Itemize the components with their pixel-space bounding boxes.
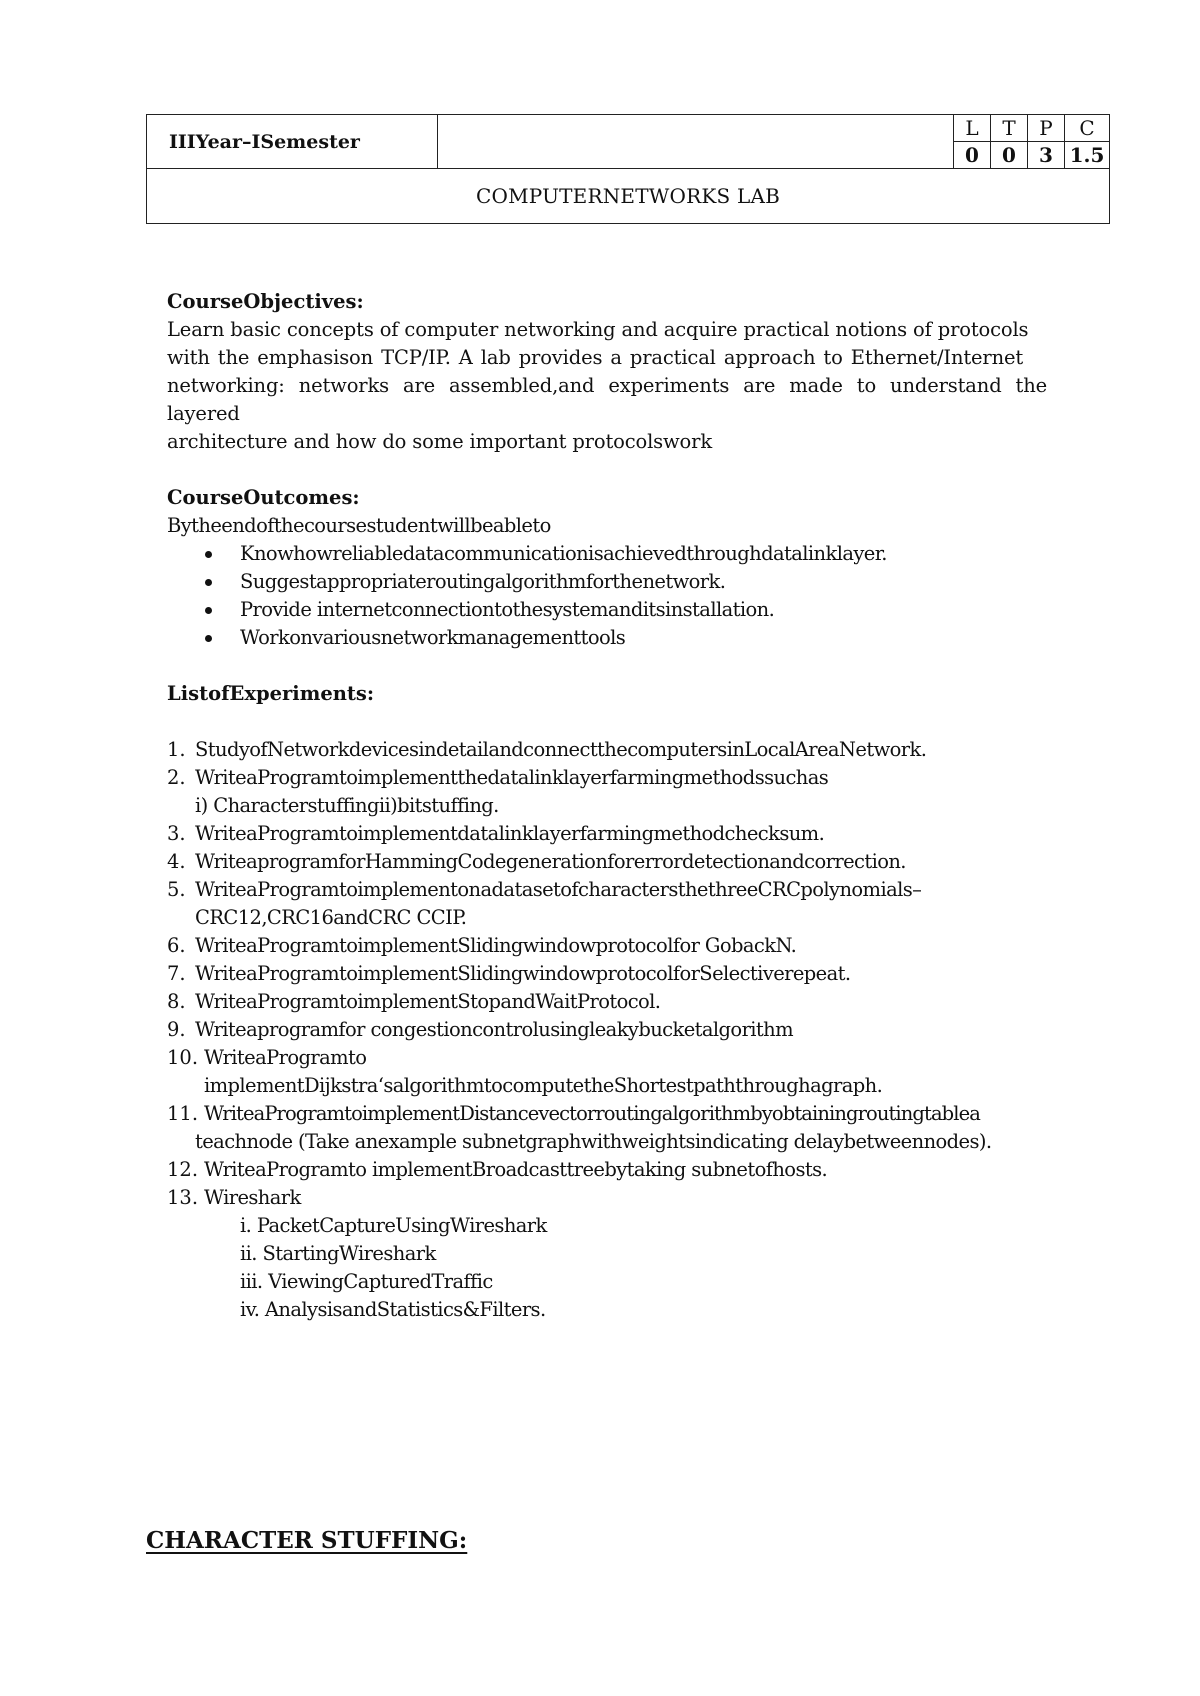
bullet-icon	[205, 579, 212, 586]
objectives-line: architecture and how do some important protocolswork	[167, 430, 712, 453]
bullet-icon	[205, 607, 212, 614]
list-item: 8. WriteaProgramtoimplementStopandWaitProtocol.	[167, 990, 661, 1013]
wireshark-subitem: iii. ViewingCapturedTraffic	[240, 1270, 493, 1293]
objectives-line: with the emphasison TCP/IP. A lab provides a practical approach to Ethernet/Internet	[167, 346, 1024, 369]
list-item: 9. Writeaprogramfor congestioncontrolusingleakybucketalgorithm	[167, 1018, 794, 1041]
bullet-icon	[205, 551, 212, 558]
list-item: 7. WriteaProgramtoimplementSlidingwindowprotocolforSelectiverepeat.	[167, 962, 851, 985]
ltpc-label-c: C	[1065, 115, 1110, 142]
list-item: 12. WriteaProgramto implementBroadcasttreebytaking subnetofhosts.	[167, 1158, 828, 1181]
list-item: 13. Wireshark	[167, 1186, 301, 1209]
experiments-list	[167, 736, 1047, 1212]
list-item: Suggestappropriateroutingalgorithmforthenetwork.	[167, 568, 1047, 596]
objectives-heading: CourseObjectives:	[167, 290, 364, 313]
header-blank-cell	[438, 115, 954, 169]
list-item: 4. WriteaprogramforHammingCodegenerationforerrordetectionandcorrection.	[167, 850, 906, 873]
list-item: 6. WriteaProgramtoimplementSlidingwindowprotocolfor GobackN.	[167, 934, 797, 957]
list-item: 2. WriteaProgramtoimplementthedatalinklayerfarmingmethodssuchas i) Characterstuffingii)bitstuffing.	[167, 766, 829, 817]
list-item: 5. WriteaProgramtoimplementonadatasetofcharactersthethreeCRCpolynomials– CRC12,CRC16andCRC CCIP.	[167, 878, 922, 929]
year-semester: IIIYear–ISemester	[147, 115, 438, 169]
course-title: COMPUTERNETWORKS LAB	[147, 169, 1110, 224]
course-header-table	[146, 114, 1110, 224]
wireshark-subitem: iv. AnalysisandStatistics&Filters.	[240, 1298, 546, 1321]
list-item: Provide internetconnectiontothesystemanditsinstallation.	[167, 596, 1047, 624]
wireshark-subitem: i. PacketCaptureUsingWireshark	[240, 1214, 547, 1237]
list-item: 11. WriteaProgramtoimplementDistancevectorroutingalgorithmbyobtainingroutingtablea teachnode (Take anexample subnetgraphwithweightsindicating delaybetweennodes).	[167, 1102, 992, 1153]
ltpc-label-p: P	[1028, 115, 1065, 142]
bullet-icon	[205, 635, 212, 642]
list-item: 1. StudyofNetworkdevicesindetailandconnectthecomputersinLocalAreaNetwork.	[167, 738, 927, 761]
ltpc-value-l: 0	[954, 142, 991, 169]
wireshark-subitems	[167, 1212, 1047, 1324]
experiments-heading: ListofExperiments:	[167, 682, 375, 705]
ltpc-value-t: 0	[991, 142, 1028, 169]
objectives-line: networking: networks are assembled,and experiments are made to understand the layered	[167, 374, 1047, 425]
character-stuffing-heading: CHARACTER STUFFING:	[146, 1527, 468, 1554]
objectives-line: Learn basic concepts of computer networking and acquire practical notions of protocols	[167, 318, 1029, 341]
outcomes-intro: Bytheendofthecoursestudentwillbeableto	[167, 514, 551, 537]
wireshark-subitem: ii. StartingWireshark	[240, 1242, 436, 1265]
outcomes-list	[167, 540, 1047, 652]
outcomes-heading: CourseOutcomes:	[167, 486, 360, 509]
list-item: 3. WriteaProgramtoimplementdatalinklayerfarmingmethodchecksum.	[167, 822, 825, 845]
ltpc-label-t: T	[991, 115, 1028, 142]
ltpc-value-p: 3	[1028, 142, 1065, 169]
list-item: Workonvariousnetworkmanagementtools	[167, 624, 1047, 652]
list-item: Knowhowreliabledatacommunicationisachievedthroughdatalinklayer.	[167, 540, 1047, 568]
ltpc-value-c: 1.5	[1065, 142, 1110, 169]
ltpc-label-l: L	[954, 115, 991, 142]
document-body	[167, 288, 1047, 1324]
objectives-text	[167, 316, 1047, 456]
list-item: 10. WriteaProgramto implementDijkstra‘salgorithmtocomputetheShortestpaththroughagraph.	[167, 1046, 883, 1097]
